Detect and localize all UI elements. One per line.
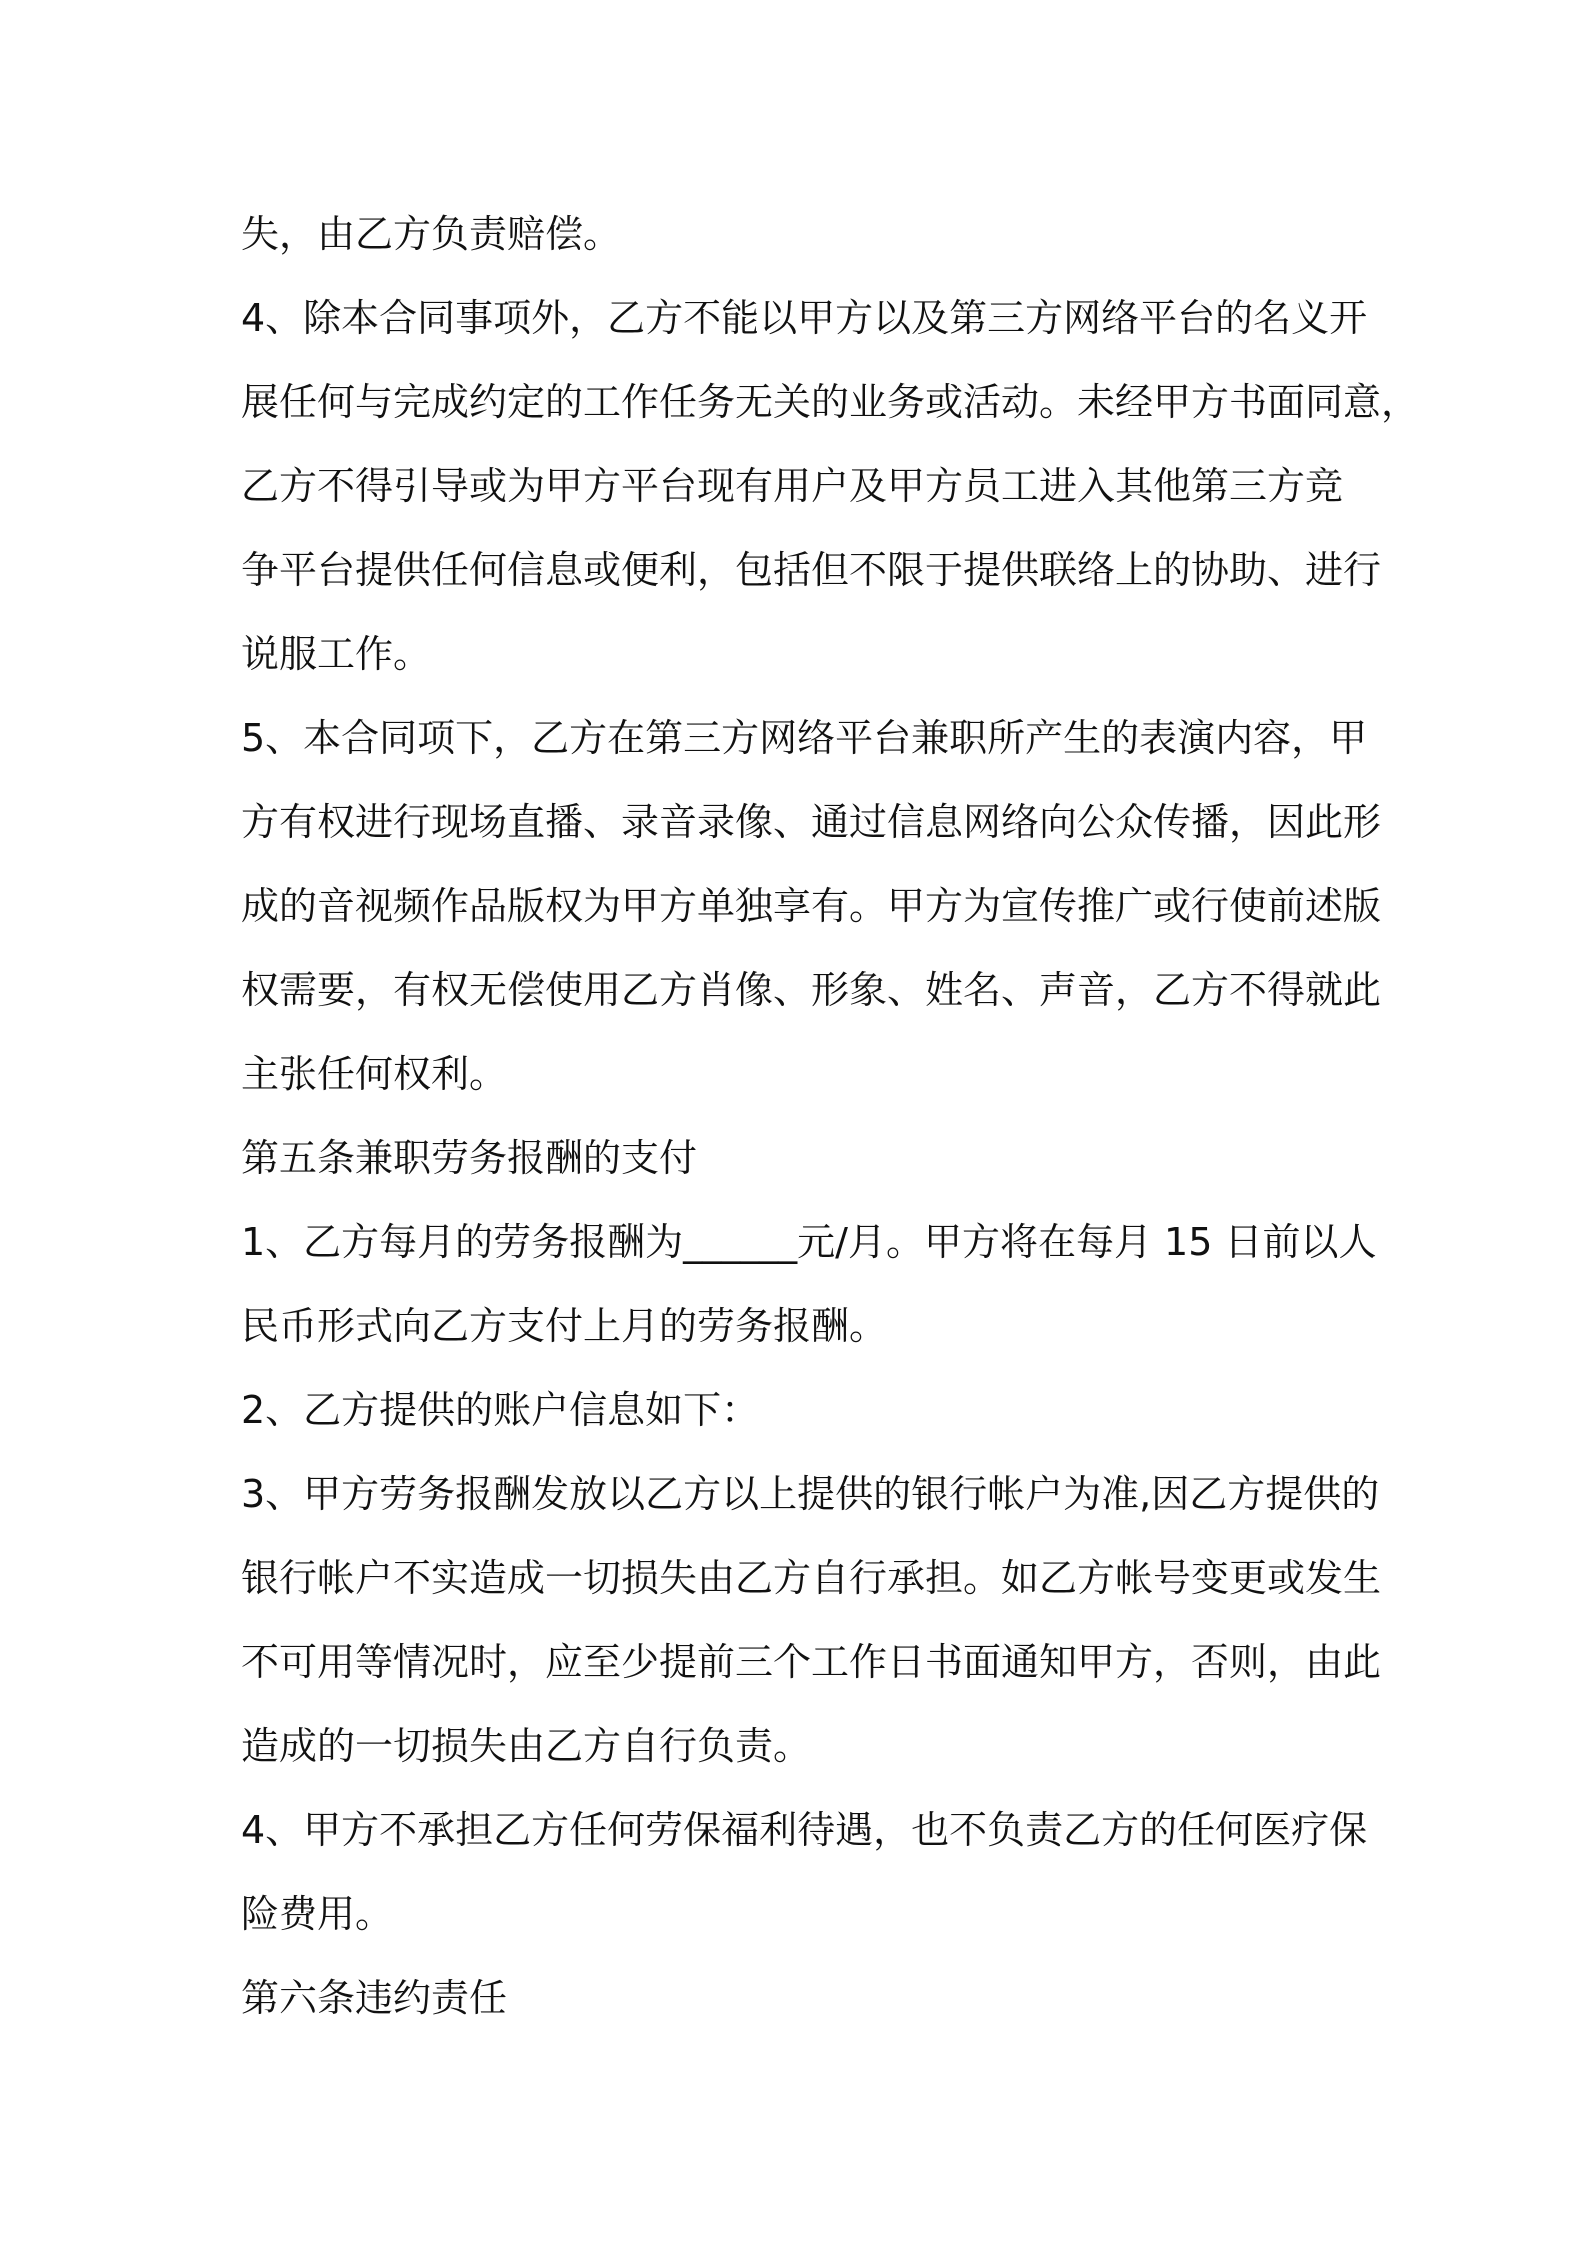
text-line: 4、除本合同事项外，乙方不能以甲方以及第三方网络平台的名义开 [241,296,1368,340]
text-line: 造成的一切损失由乙方自行负责。 [241,1724,812,1768]
text-line: 银行帐户不实造成一切损失由乙方自行承担。如乙方帐号变更或发生 [241,1556,1382,1600]
text-line: 失，由乙方负责赔偿。 [241,212,622,256]
section-heading: 第五条兼职劳务报酬的支付 [241,1136,698,1180]
text-line: 1、乙方每月的劳务报酬为______元/月。甲方将在每月 15 日前以人 [241,1220,1377,1264]
text-line: 2、乙方提供的账户信息如下： [241,1388,760,1432]
text-line: 争平台提供任何信息或便利，包括但不限于提供联络上的协助、进行 [241,548,1382,592]
text-line: 权需要，有权无偿使用乙方肖像、形象、姓名、声音，乙方不得就此 [241,968,1382,1012]
section-heading: 第六条违约责任 [241,1976,508,2020]
text-line: 展任何与完成约定的工作任务无关的业务或活动。未经甲方书面同意， [241,380,1420,424]
text-line: 不可用等情况时，应至少提前三个工作日书面通知甲方，否则，由此 [241,1640,1382,1684]
text-line: 乙方不得引导或为甲方平台现有用户及甲方员工进入其他第三方竞 [241,464,1344,508]
document-body [241,192,1420,2040]
text-line: 主张任何权利。 [241,1052,508,1096]
text-line: 说服工作。 [241,632,432,676]
text-line: 险费用。 [241,1892,394,1936]
text-line: 成的音视频作品版权为甲方单独享有。甲方为宣传推广或行使前述版 [241,884,1382,928]
text-line: 民币形式向乙方支付上月的劳务报酬。 [241,1304,888,1348]
text-line: 方有权进行现场直播、录音录像、通过信息网络向公众传播，因此形 [241,800,1382,844]
text-line: 4、甲方不承担乙方任何劳保福利待遇，也不负责乙方的任何医疗保 [241,1808,1368,1852]
text-line: 5、本合同项下，乙方在第三方网络平台兼职所产生的表演内容，甲 [241,716,1368,760]
text-line: 3、甲方劳务报酬发放以乙方以上提供的银行帐户为准,因乙方提供的 [241,1472,1380,1516]
